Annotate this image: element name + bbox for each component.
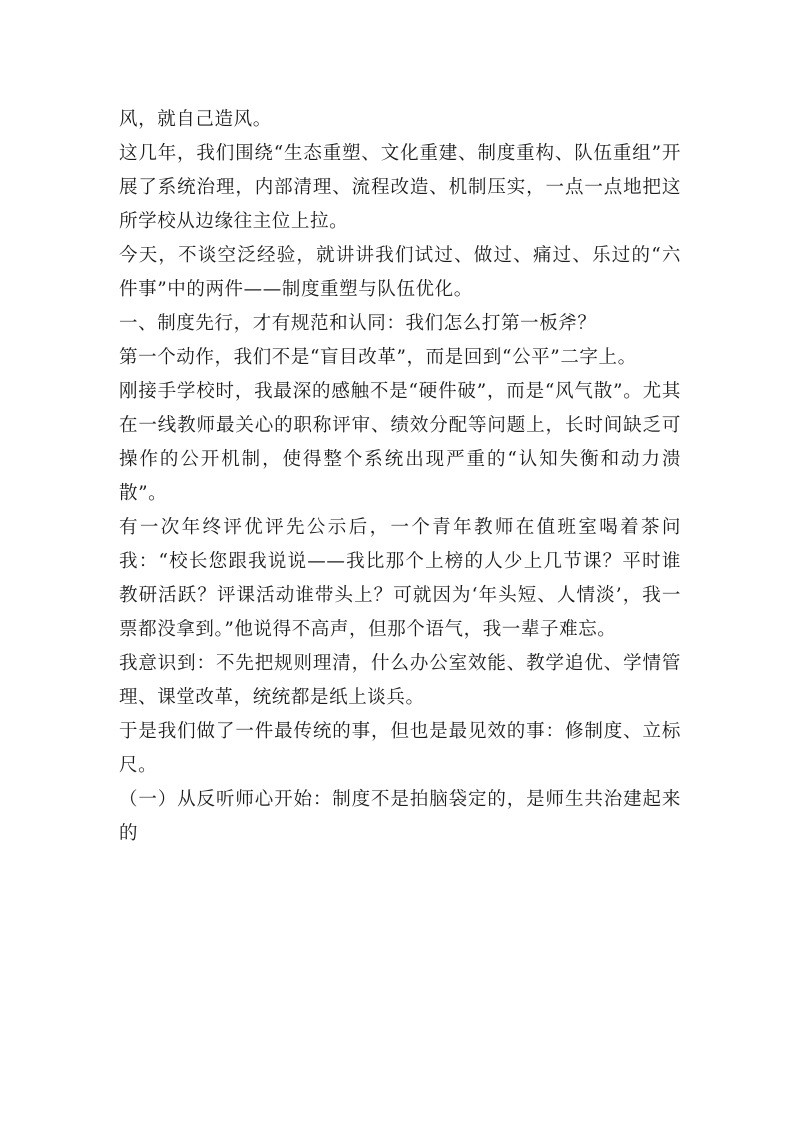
paragraph-1: 风，就自己造风。 [119, 109, 272, 130]
paragraph-5: 刚接手学校时，我最深的感触不是“硬件破”，而是“风气散”。尤其在一线教师最关心的职称评审、绩效分配等问题上，长时间缺乏可操作的公开机制，使得整个系统出现严重的“认知失衡和动力溃散”。 [119, 381, 681, 504]
document-body [119, 103, 681, 851]
subsection-heading-1: （一）从反听师心开始：制度不是拍脑袋定的，是师生共治建起来的 [119, 789, 681, 844]
section-heading-1: 一、制度先行，才有规范和认同：我们怎么打第一板斧？ [119, 313, 597, 334]
paragraph-4: 第一个动作，我们不是“盲目改革”，而是回到“公平”二字上。 [119, 347, 637, 368]
paragraph-3: 今天，不谈空泛经验，就讲讲我们试过、做过、痛过、乐过的“六件事”中的两件——制度重塑与队伍优化。 [119, 245, 681, 300]
paragraph-7: 我意识到：不先把规则理清，什么办公室效能、教学追优、学情管理、课堂改革，统统都是纸上谈兵。 [119, 653, 681, 708]
paragraph-8: 于是我们做了一件最传统的事，但也是最见效的事：修制度、立标尺。 [119, 721, 681, 776]
paragraph-6: 有一次年终评优评先公示后，一个青年教师在值班室喝着茶问我：“校长您跟我说说——我比那个上榜的人少上几节课？平时谁教研活跃？评课活动谁带头上？可就因为‘年头短、人情淡’，我一票都没拿到。”他说得不高声，但那个语气，我一辈子难忘。 [119, 517, 681, 640]
paragraph-2: 这几年，我们围绕“生态重塑、文化重建、制度重构、队伍重组”开展了系统治理，内部清理、流程改造、机制压实，一点一点地把这所学校从边缘往主位上拉。 [119, 143, 681, 232]
